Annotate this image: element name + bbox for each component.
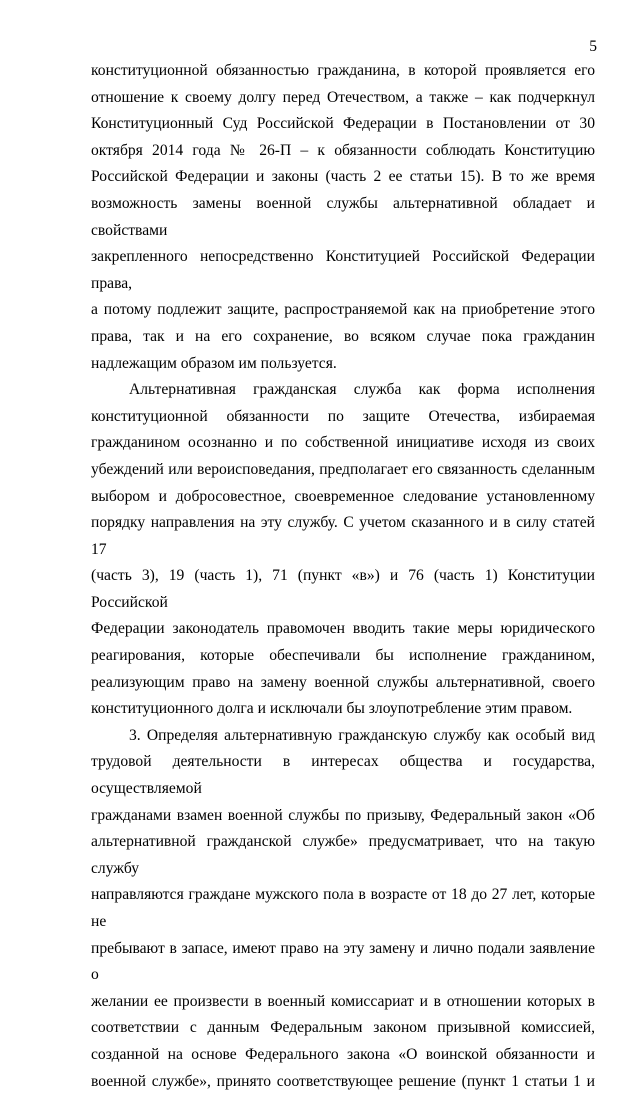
text-line: альтернативной гражданской службе» предусматривает, что на такую службу: [91, 833, 595, 877]
text-line: направляются граждане мужского пола в возрасте от 18 до 27 лет, которые не: [91, 886, 595, 930]
text-line: Российской Федерации и законы (часть 2 ее статьи 15). В то же время: [91, 168, 595, 186]
text-line: 3. Определяя альтернативную гражданскую службу как особый вид: [129, 726, 595, 744]
text-line: октября 2014 года № 26-П – к обязанности соблюдать Конституцию: [91, 141, 595, 159]
text-line: реагирования, которые обеспечивали бы исполнение гражданином,: [91, 647, 595, 665]
text-line: трудовой деятельности в интересах общества и государства, осуществляемой: [91, 753, 595, 798]
text-line: отношение к своему долгу перед Отечеством, а также – как подчеркнул: [91, 88, 595, 106]
text-line: гражданами взамен военной службы по призыву, Федеральный закон «Об: [91, 806, 595, 824]
text-line: созданной на основе Федерального закона «О воинской обязанности и: [91, 1045, 595, 1063]
text-line: Альтернативная гражданская служба как форма исполнения: [129, 381, 595, 399]
text-line: конституционной обязанности по защите Отечества, избираемая: [91, 407, 595, 425]
text-line: Федерации законодатель правомочен вводить такие меры юридического: [91, 620, 595, 638]
text-line: соответствии с данным Федеральным законом призывной комиссией,: [91, 1019, 595, 1037]
body-text: [91, 58, 595, 1095]
text-line: Конституционный Суд Российской Федерации в Постановлении от 30: [91, 115, 595, 133]
text-line: закрепленного непосредственно Конституцией Российской Федерации права,: [91, 248, 595, 292]
text-line: возможность замены военной службы альтернативной обладает и свойствами: [91, 194, 595, 239]
text-line: конституционной обязанностью гражданина, в которой проявляется его: [91, 62, 595, 79]
text-line: гражданином осознанно и по собственной инициативе исходя из своих: [91, 434, 595, 452]
text-line: конституционного долга и исключали бы злоупотребление этим правом.: [91, 700, 573, 718]
text-line: желании ее произвести в военный комиссариат и в отношении которых в: [91, 992, 595, 1010]
text-line: а потому подлежит защите, распространяемой как на приобретение этого: [91, 301, 595, 319]
text-line: выбором и добросовестное, своевременное следование установленному: [91, 487, 595, 505]
text-line: пребывают в запасе, имеют право на эту замену и лично подали заявление о: [91, 939, 595, 984]
text-line: надлежащим образом им пользуется.: [91, 354, 337, 372]
text-line: (часть 3), 19 (часть 1), 71 (пункт «в») и 76 (часть 1) Конституции Российской: [91, 567, 595, 611]
text-line: права, так и на его сохранение, во всяком случае пока гражданин: [91, 327, 595, 345]
text-line: убеждений или вероисповедания, предполагает его связанность сделанным: [91, 460, 595, 478]
page-number: 5: [589, 38, 597, 55]
text-line: военной службе», принято соответствующее решение (пункт 1 статьи 1 и: [91, 1072, 595, 1090]
text-line: порядку направления на эту службу. С учетом сказанного и в силу статей 17: [91, 514, 595, 558]
text-line: реализующим право на замену военной службы альтернативной, своего: [91, 673, 595, 691]
